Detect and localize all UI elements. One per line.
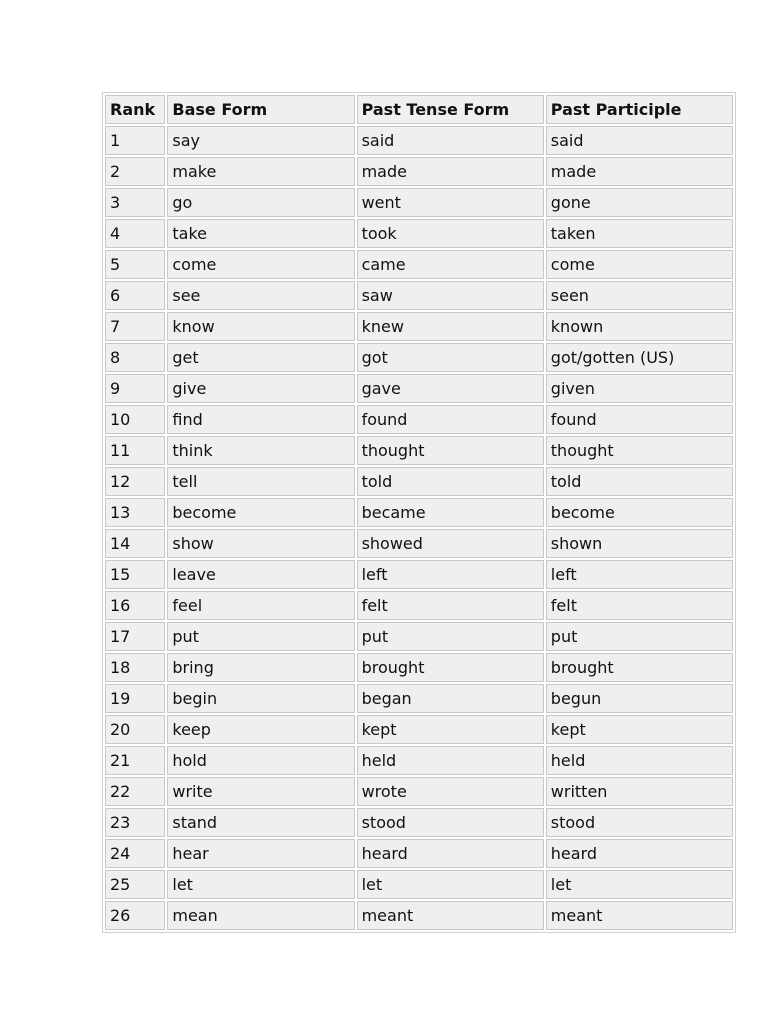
header-past-participle: Past Participle <box>546 95 733 124</box>
past-participle-cell: felt <box>546 591 733 620</box>
table-header <box>105 95 733 124</box>
table-row <box>105 591 733 620</box>
base-form-cell: feel <box>167 591 354 620</box>
past-tense-cell: found <box>357 405 544 434</box>
base-form-cell: go <box>167 188 354 217</box>
table-row <box>105 777 733 806</box>
base-form-cell: bring <box>167 653 354 682</box>
rank-cell: 21 <box>105 746 165 775</box>
past-tense-cell: stood <box>357 808 544 837</box>
past-tense-cell: got <box>357 343 544 372</box>
past-participle-cell: got/gotten (US) <box>546 343 733 372</box>
past-participle-cell: said <box>546 126 733 155</box>
past-participle-cell: heard <box>546 839 733 868</box>
past-tense-cell: kept <box>357 715 544 744</box>
table-row <box>105 467 733 496</box>
table-row <box>105 560 733 589</box>
rank-cell: 22 <box>105 777 165 806</box>
base-form-cell: keep <box>167 715 354 744</box>
rank-cell: 8 <box>105 343 165 372</box>
base-form-cell: let <box>167 870 354 899</box>
rank-cell: 23 <box>105 808 165 837</box>
irregular-verbs-table <box>102 92 736 933</box>
base-form-cell: think <box>167 436 354 465</box>
past-participle-cell: written <box>546 777 733 806</box>
base-form-cell: get <box>167 343 354 372</box>
rank-cell: 25 <box>105 870 165 899</box>
table-row <box>105 808 733 837</box>
rank-cell: 12 <box>105 467 165 496</box>
rank-cell: 15 <box>105 560 165 589</box>
past-participle-cell: let <box>546 870 733 899</box>
table-row <box>105 498 733 527</box>
base-form-cell: mean <box>167 901 354 930</box>
rank-cell: 24 <box>105 839 165 868</box>
past-tense-cell: became <box>357 498 544 527</box>
rank-cell: 26 <box>105 901 165 930</box>
rank-cell: 1 <box>105 126 165 155</box>
base-form-cell: see <box>167 281 354 310</box>
past-tense-cell: let <box>357 870 544 899</box>
base-form-cell: come <box>167 250 354 279</box>
table-row <box>105 188 733 217</box>
past-tense-cell: told <box>357 467 544 496</box>
table-row <box>105 901 733 930</box>
base-form-cell: tell <box>167 467 354 496</box>
past-tense-cell: showed <box>357 529 544 558</box>
past-participle-cell: begun <box>546 684 733 713</box>
table-row <box>105 126 733 155</box>
base-form-cell: take <box>167 219 354 248</box>
base-form-cell: become <box>167 498 354 527</box>
table-row <box>105 529 733 558</box>
past-tense-cell: meant <box>357 901 544 930</box>
header-row <box>105 95 733 124</box>
base-form-cell: write <box>167 777 354 806</box>
past-participle-cell: made <box>546 157 733 186</box>
table-row <box>105 374 733 403</box>
table-row <box>105 405 733 434</box>
rank-cell: 3 <box>105 188 165 217</box>
past-participle-cell: stood <box>546 808 733 837</box>
table-row <box>105 219 733 248</box>
base-form-cell: give <box>167 374 354 403</box>
base-form-cell: hold <box>167 746 354 775</box>
past-tense-cell: heard <box>357 839 544 868</box>
past-participle-cell: kept <box>546 715 733 744</box>
past-tense-cell: came <box>357 250 544 279</box>
base-form-cell: know <box>167 312 354 341</box>
past-participle-cell: held <box>546 746 733 775</box>
past-tense-cell: took <box>357 219 544 248</box>
past-participle-cell: taken <box>546 219 733 248</box>
rank-cell: 6 <box>105 281 165 310</box>
rank-cell: 13 <box>105 498 165 527</box>
past-participle-cell: seen <box>546 281 733 310</box>
base-form-cell: say <box>167 126 354 155</box>
rank-cell: 9 <box>105 374 165 403</box>
past-tense-cell: said <box>357 126 544 155</box>
past-participle-cell: come <box>546 250 733 279</box>
table-row <box>105 715 733 744</box>
table-row <box>105 312 733 341</box>
table-row <box>105 157 733 186</box>
rank-cell: 10 <box>105 405 165 434</box>
past-participle-cell: meant <box>546 901 733 930</box>
past-tense-cell: gave <box>357 374 544 403</box>
past-tense-cell: knew <box>357 312 544 341</box>
past-tense-cell: brought <box>357 653 544 682</box>
table-row <box>105 746 733 775</box>
rank-cell: 17 <box>105 622 165 651</box>
past-tense-cell: wrote <box>357 777 544 806</box>
past-participle-cell: thought <box>546 436 733 465</box>
past-tense-cell: held <box>357 746 544 775</box>
past-tense-cell: made <box>357 157 544 186</box>
base-form-cell: leave <box>167 560 354 589</box>
table-row <box>105 343 733 372</box>
rank-cell: 5 <box>105 250 165 279</box>
past-participle-cell: found <box>546 405 733 434</box>
past-participle-cell: left <box>546 560 733 589</box>
base-form-cell: put <box>167 622 354 651</box>
table-row <box>105 839 733 868</box>
past-tense-cell: put <box>357 622 544 651</box>
past-tense-cell: felt <box>357 591 544 620</box>
rank-cell: 7 <box>105 312 165 341</box>
base-form-cell: show <box>167 529 354 558</box>
table-row <box>105 281 733 310</box>
past-participle-cell: known <box>546 312 733 341</box>
table-row <box>105 436 733 465</box>
past-participle-cell: shown <box>546 529 733 558</box>
header-past-tense-form: Past Tense Form <box>357 95 544 124</box>
table-row <box>105 622 733 651</box>
base-form-cell: find <box>167 405 354 434</box>
table-row <box>105 250 733 279</box>
base-form-cell: hear <box>167 839 354 868</box>
past-tense-cell: began <box>357 684 544 713</box>
rank-cell: 18 <box>105 653 165 682</box>
table-row <box>105 684 733 713</box>
past-tense-cell: left <box>357 560 544 589</box>
header-base-form: Base Form <box>167 95 354 124</box>
rank-cell: 14 <box>105 529 165 558</box>
past-participle-cell: told <box>546 467 733 496</box>
table-row <box>105 870 733 899</box>
past-tense-cell: saw <box>357 281 544 310</box>
base-form-cell: begin <box>167 684 354 713</box>
table-body <box>105 126 733 930</box>
past-participle-cell: brought <box>546 653 733 682</box>
rank-cell: 19 <box>105 684 165 713</box>
base-form-cell: stand <box>167 808 354 837</box>
past-participle-cell: put <box>546 622 733 651</box>
rank-cell: 4 <box>105 219 165 248</box>
past-participle-cell: given <box>546 374 733 403</box>
past-tense-cell: went <box>357 188 544 217</box>
table-row <box>105 653 733 682</box>
past-participle-cell: gone <box>546 188 733 217</box>
rank-cell: 11 <box>105 436 165 465</box>
base-form-cell: make <box>167 157 354 186</box>
rank-cell: 20 <box>105 715 165 744</box>
past-tense-cell: thought <box>357 436 544 465</box>
past-participle-cell: become <box>546 498 733 527</box>
rank-cell: 16 <box>105 591 165 620</box>
rank-cell: 2 <box>105 157 165 186</box>
header-rank: Rank <box>105 95 165 124</box>
